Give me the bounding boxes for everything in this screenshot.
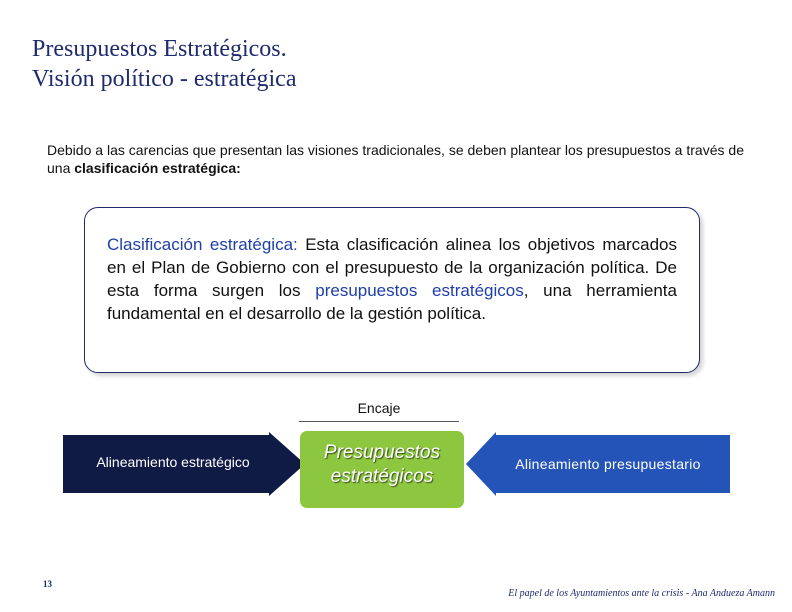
definition-highlight: presupuestos estratégicos — [315, 281, 524, 300]
left-arrow-label: Alineamiento estratégico — [96, 454, 250, 470]
footer-text: El papel de los Ayuntamientos ante la crisis - Ana Andueza Amann — [508, 588, 775, 599]
intro-paragraph — [47, 141, 744, 177]
center-label — [300, 441, 464, 489]
center-label-line-1: Presupuestos — [323, 442, 441, 463]
definition-body-1: Esta clasificación alinea los objetivos marcados en el Plan de Gobierno con el presupuesto de la organización política. De esta forma surgen los — [107, 235, 678, 300]
title-line-1: Presupuestos Estratégicos. — [32, 36, 287, 62]
page-number: 13 — [43, 579, 52, 589]
slide-title — [32, 34, 296, 94]
definition-text — [107, 233, 677, 325]
intro-bold: clasificación estratégica: — [74, 160, 241, 176]
encaje-underline — [299, 421, 459, 422]
definition-body-2: , una herramienta fundamental en el desarrollo de la gestión política. — [107, 281, 677, 323]
encaje-label: Encaje — [357, 400, 401, 416]
definition-term: Clasificación estratégica: — [107, 235, 298, 254]
right-arrow-label: Alineamiento presupuestario — [515, 456, 701, 472]
center-label-line-2: estratégicos — [330, 466, 434, 487]
intro-text: Debido a las carencias que presentan las visiones tradicionales, se deben plantear los presupuestos a través de una — [47, 142, 744, 176]
title-line-2: Visión político - estratégica — [32, 66, 297, 92]
